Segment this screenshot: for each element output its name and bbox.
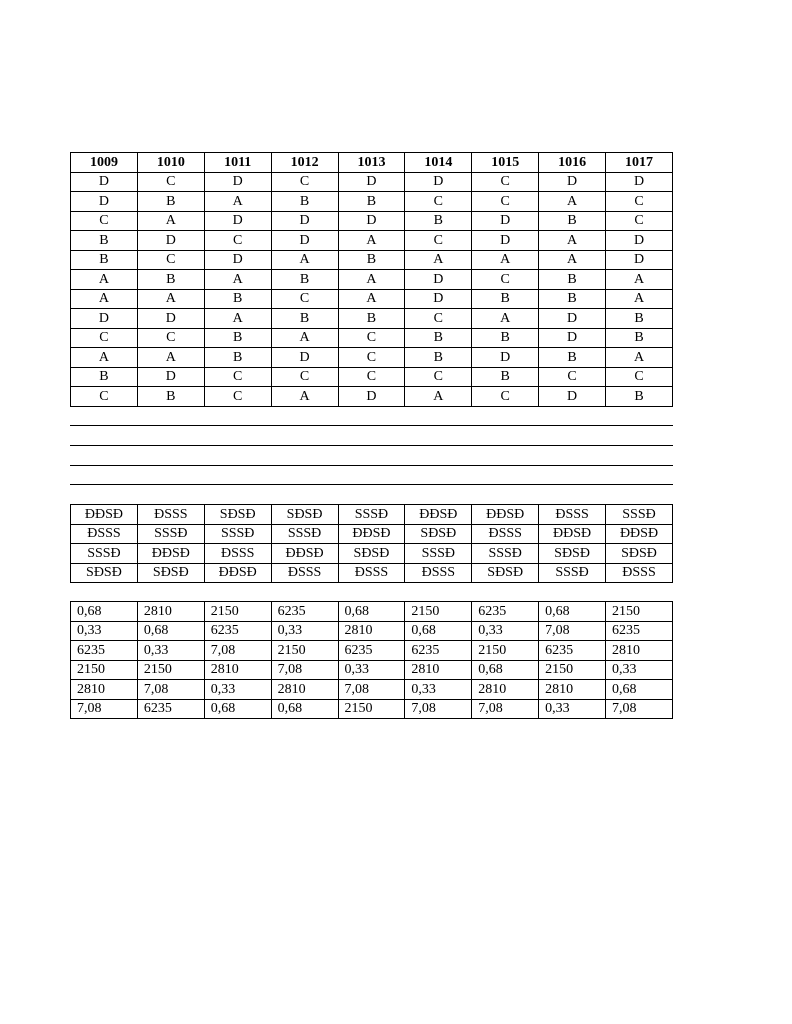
- answer-cell: 2150: [606, 602, 673, 622]
- exam-code-header: 1012: [271, 153, 338, 173]
- answer-cell: 6235: [606, 621, 673, 641]
- table-row: [71, 231, 673, 251]
- answer-cell: 2810: [472, 680, 539, 700]
- answer-cell: D: [539, 172, 606, 192]
- answer-cell: 7,08: [539, 621, 606, 641]
- answer-cell: C: [405, 309, 472, 329]
- answer-cell: D: [71, 192, 138, 212]
- answer-cell: ĐSSS: [405, 563, 472, 583]
- answer-cell: C: [71, 211, 138, 231]
- answer-cell: D: [71, 172, 138, 192]
- answer-cell: ĐĐSĐ: [606, 524, 673, 544]
- answer-cell: C: [137, 328, 204, 348]
- answer-cell: C: [271, 367, 338, 387]
- answer-cell: ĐĐSĐ: [204, 563, 271, 583]
- answer-cell: 2810: [271, 680, 338, 700]
- answer-cell: B: [137, 192, 204, 212]
- answer-cell: D: [271, 231, 338, 251]
- answer-cell: 0,33: [539, 699, 606, 719]
- exam-code-header: 1017: [606, 153, 673, 173]
- answer-cell: 2810: [137, 602, 204, 622]
- answer-cell: 2150: [472, 641, 539, 661]
- answer-cell: 0,33: [405, 680, 472, 700]
- answer-cell: A: [71, 270, 138, 290]
- exam-code-header: 1016: [539, 153, 606, 173]
- answer-cell: D: [472, 348, 539, 368]
- answer-cell: ĐĐSĐ: [539, 524, 606, 544]
- answer-cell: B: [204, 289, 271, 309]
- answer-cell: C: [405, 231, 472, 251]
- answer-cell: C: [472, 270, 539, 290]
- answer-cell: D: [71, 309, 138, 329]
- table-row: [71, 328, 673, 348]
- table-row: [71, 192, 673, 212]
- answer-cell: SSSĐ: [539, 563, 606, 583]
- answer-cell: 7,08: [271, 660, 338, 680]
- answer-cell: B: [71, 231, 138, 251]
- answer-cell: 6235: [338, 641, 405, 661]
- answer-cell: ĐĐSĐ: [338, 524, 405, 544]
- answer-cell: B: [606, 387, 673, 407]
- answer-cell: B: [539, 211, 606, 231]
- answer-cell: A: [606, 348, 673, 368]
- answer-cell: 0,33: [204, 680, 271, 700]
- answer-cell: ĐSSS: [539, 505, 606, 525]
- answer-cell: 0,68: [472, 660, 539, 680]
- answer-cell: 0,68: [405, 621, 472, 641]
- answer-cell: 2810: [606, 641, 673, 661]
- answer-cell: D: [137, 367, 204, 387]
- answer-cell: A: [204, 270, 271, 290]
- answer-cell: B: [472, 367, 539, 387]
- answer-cell: C: [606, 211, 673, 231]
- answer-cell: SĐSĐ: [338, 544, 405, 564]
- answer-cell: C: [472, 387, 539, 407]
- answer-cell: A: [539, 192, 606, 212]
- answer-cell: SSSĐ: [271, 524, 338, 544]
- answer-cell: 0,33: [271, 621, 338, 641]
- answer-cell: D: [338, 387, 405, 407]
- answer-cell: 2810: [405, 660, 472, 680]
- blank-line: [70, 465, 673, 466]
- table-row: [71, 621, 673, 641]
- answer-cell: C: [71, 387, 138, 407]
- answer-cell: 6235: [137, 699, 204, 719]
- answer-cell: B: [539, 348, 606, 368]
- answer-cell: B: [204, 348, 271, 368]
- answer-cell: B: [71, 367, 138, 387]
- answer-cell: A: [405, 387, 472, 407]
- table-row: [71, 367, 673, 387]
- answer-cell: SSSĐ: [338, 505, 405, 525]
- answer-cell: A: [137, 289, 204, 309]
- answer-cell: 6235: [405, 641, 472, 661]
- answer-cell: 6235: [71, 641, 138, 661]
- answer-cell: 0,33: [338, 660, 405, 680]
- answer-cell: 0,33: [472, 621, 539, 641]
- answer-cell: C: [472, 172, 539, 192]
- answer-cell: C: [204, 231, 271, 251]
- answer-cell: D: [405, 270, 472, 290]
- answer-cell: 0,68: [137, 621, 204, 641]
- answer-cell: A: [405, 250, 472, 270]
- answer-cell: A: [338, 289, 405, 309]
- answer-cell: D: [405, 172, 472, 192]
- answer-cell: C: [539, 367, 606, 387]
- answer-cell: B: [271, 192, 338, 212]
- answer-cell: 0,68: [539, 602, 606, 622]
- answer-cell: A: [539, 250, 606, 270]
- answer-cell: B: [338, 309, 405, 329]
- answer-cell: B: [472, 328, 539, 348]
- answer-cell: D: [606, 250, 673, 270]
- table-row: [71, 699, 673, 719]
- table-row: [71, 250, 673, 270]
- answer-cell: A: [472, 250, 539, 270]
- answer-cell: 0,68: [204, 699, 271, 719]
- answer-cell: A: [271, 328, 338, 348]
- blank-line: [70, 484, 673, 485]
- table-row: [71, 505, 673, 525]
- answer-cell: C: [338, 328, 405, 348]
- answer-cell: SSSĐ: [137, 524, 204, 544]
- answer-cell: SĐSĐ: [71, 563, 138, 583]
- answer-cell: B: [137, 387, 204, 407]
- answer-cell: B: [71, 250, 138, 270]
- answer-cell: 2150: [137, 660, 204, 680]
- answer-cell: SĐSĐ: [271, 505, 338, 525]
- mcq-answer-table: [70, 152, 673, 407]
- answer-cell: C: [405, 367, 472, 387]
- answer-cell: D: [204, 250, 271, 270]
- answer-cell: 0,33: [71, 621, 138, 641]
- answer-cell: B: [539, 270, 606, 290]
- table-row: [71, 289, 673, 309]
- short-answer-table: [70, 601, 673, 719]
- answer-cell: ĐSSS: [271, 563, 338, 583]
- answer-cell: 6235: [204, 621, 271, 641]
- answer-cell: 2810: [71, 680, 138, 700]
- answer-cell: A: [204, 192, 271, 212]
- answer-cell: C: [137, 172, 204, 192]
- answer-cell: D: [338, 211, 405, 231]
- answer-cell: SĐSĐ: [137, 563, 204, 583]
- exam-code-header: 1011: [204, 153, 271, 173]
- answer-cell: ĐĐSĐ: [137, 544, 204, 564]
- answer-cell: C: [338, 348, 405, 368]
- answer-cell: SĐSĐ: [539, 544, 606, 564]
- answer-cell: ĐSSS: [137, 505, 204, 525]
- answer-cell: D: [338, 172, 405, 192]
- answer-cell: ĐĐSĐ: [271, 544, 338, 564]
- answer-cell: C: [204, 367, 271, 387]
- answer-cell: 7,08: [137, 680, 204, 700]
- answer-cell: D: [539, 387, 606, 407]
- exam-code-header: 1015: [472, 153, 539, 173]
- answer-cell: 6235: [472, 602, 539, 622]
- answer-cell: 0,68: [71, 602, 138, 622]
- answer-cell: A: [539, 231, 606, 251]
- answer-cell: 7,08: [204, 641, 271, 661]
- answer-cell: D: [539, 309, 606, 329]
- table-row: [71, 309, 673, 329]
- answer-cell: A: [71, 289, 138, 309]
- answer-cell: 0,33: [606, 660, 673, 680]
- answer-cell: C: [137, 250, 204, 270]
- exam-code-header: 1010: [137, 153, 204, 173]
- answer-cell: ĐĐSĐ: [472, 505, 539, 525]
- answer-cell: D: [271, 348, 338, 368]
- table-row: [71, 172, 673, 192]
- table-row: [71, 387, 673, 407]
- answer-cell: B: [472, 289, 539, 309]
- answer-cell: B: [271, 270, 338, 290]
- answer-cell: ĐSSS: [472, 524, 539, 544]
- table-row: [71, 680, 673, 700]
- answer-cell: B: [338, 192, 405, 212]
- answer-cell: 2810: [338, 621, 405, 641]
- answer-cell: SĐSĐ: [405, 524, 472, 544]
- answer-cell: 2150: [204, 602, 271, 622]
- answer-cell: SĐSĐ: [472, 563, 539, 583]
- answer-cell: C: [606, 192, 673, 212]
- answer-cell: D: [137, 309, 204, 329]
- answer-cell: SSSĐ: [405, 544, 472, 564]
- table-row: [71, 270, 673, 290]
- answer-cell: D: [204, 211, 271, 231]
- table-row: [71, 563, 673, 583]
- answer-cell: 2150: [539, 660, 606, 680]
- answer-cell: B: [204, 328, 271, 348]
- answer-cell: 0,68: [271, 699, 338, 719]
- table-row: [71, 641, 673, 661]
- answer-cell: C: [204, 387, 271, 407]
- answer-cell: B: [338, 250, 405, 270]
- answer-cell: D: [539, 328, 606, 348]
- answer-cell: B: [405, 211, 472, 231]
- true-false-answer-table: [70, 504, 673, 583]
- answer-cell: D: [271, 211, 338, 231]
- answer-cell: ĐĐSĐ: [71, 505, 138, 525]
- answer-cell: ĐSSS: [606, 563, 673, 583]
- answer-cell: 7,08: [338, 680, 405, 700]
- answer-cell: A: [137, 348, 204, 368]
- answer-cell: B: [606, 328, 673, 348]
- table-row: [71, 524, 673, 544]
- mcq-header-row: [71, 153, 673, 173]
- answer-cell: ĐSSS: [71, 524, 138, 544]
- answer-cell: 7,08: [606, 699, 673, 719]
- answer-cell: C: [606, 367, 673, 387]
- answer-cell: 0,68: [606, 680, 673, 700]
- blank-line: [70, 425, 673, 426]
- answer-cell: 0,68: [338, 602, 405, 622]
- answer-cell: 2150: [271, 641, 338, 661]
- answer-cell: ĐSSS: [338, 563, 405, 583]
- answer-cell: ĐSSS: [204, 544, 271, 564]
- answer-cell: A: [71, 348, 138, 368]
- answer-cell: SĐSĐ: [204, 505, 271, 525]
- answer-cell: B: [271, 309, 338, 329]
- answer-cell: C: [405, 192, 472, 212]
- answer-cell: D: [472, 231, 539, 251]
- answer-cell: SSSĐ: [606, 505, 673, 525]
- answer-cell: B: [606, 309, 673, 329]
- answer-cell: A: [271, 387, 338, 407]
- answer-cell: 2810: [204, 660, 271, 680]
- answer-cell: SSSĐ: [71, 544, 138, 564]
- exam-code-header: 1014: [405, 153, 472, 173]
- answer-cell: 7,08: [71, 699, 138, 719]
- answer-cell: ĐĐSĐ: [405, 505, 472, 525]
- answer-cell: C: [472, 192, 539, 212]
- answer-cell: 7,08: [472, 699, 539, 719]
- exam-code-header: 1009: [71, 153, 138, 173]
- answer-cell: D: [405, 289, 472, 309]
- answer-cell: C: [271, 289, 338, 309]
- answer-cell: 2810: [539, 680, 606, 700]
- answer-cell: A: [606, 270, 673, 290]
- answer-cell: D: [204, 172, 271, 192]
- answer-cell: 6235: [539, 641, 606, 661]
- answer-cell: D: [606, 231, 673, 251]
- answer-cell: C: [71, 328, 138, 348]
- answer-cell: C: [271, 172, 338, 192]
- answer-cell: A: [271, 250, 338, 270]
- answer-cell: SSSĐ: [472, 544, 539, 564]
- answer-cell: SSSĐ: [204, 524, 271, 544]
- answer-cell: D: [137, 231, 204, 251]
- answer-cell: A: [204, 309, 271, 329]
- answer-cell: A: [472, 309, 539, 329]
- table-row: [71, 348, 673, 368]
- answer-cell: D: [472, 211, 539, 231]
- answer-cell: A: [137, 211, 204, 231]
- answer-cell: D: [606, 172, 673, 192]
- exam-code-header: 1013: [338, 153, 405, 173]
- answer-cell: 2150: [338, 699, 405, 719]
- answer-cell: 2150: [71, 660, 138, 680]
- answer-cell: B: [539, 289, 606, 309]
- answer-cell: 6235: [271, 602, 338, 622]
- answer-cell: SĐSĐ: [606, 544, 673, 564]
- answer-cell: A: [338, 231, 405, 251]
- answer-cell: C: [338, 367, 405, 387]
- table-row: [71, 660, 673, 680]
- answer-cell: 7,08: [405, 699, 472, 719]
- answer-cell: B: [405, 348, 472, 368]
- answer-cell: B: [137, 270, 204, 290]
- table-row: [71, 211, 673, 231]
- answer-cell: A: [606, 289, 673, 309]
- answer-cell: B: [405, 328, 472, 348]
- answer-cell: 0,33: [137, 641, 204, 661]
- blank-line: [70, 445, 673, 446]
- table-row: [71, 544, 673, 564]
- answer-cell: 2150: [405, 602, 472, 622]
- answer-cell: A: [338, 270, 405, 290]
- table-row: [71, 602, 673, 622]
